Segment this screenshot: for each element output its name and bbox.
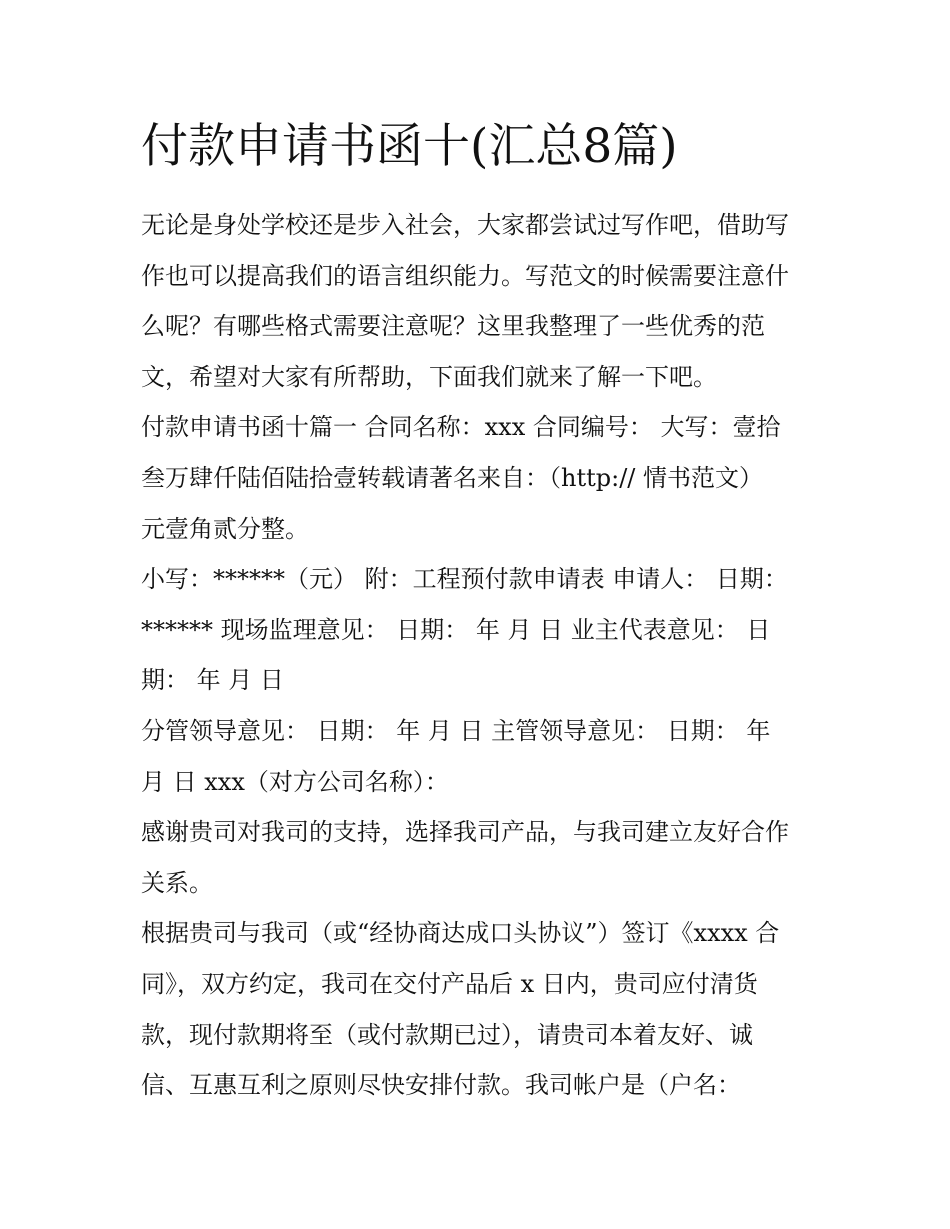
document-title: 付款申请书函十(汇总8篇)	[141, 119, 678, 174]
paragraph-leader-opinions: 分管领导意见： 日期： 年 月 日 主管领导意见： 日期： 年 月 日 xxx（对方公司名称）：	[141, 716, 771, 796]
paragraph-thanks: 感谢贵司对我司的支持，选择我司产品，与我司建立友好合作 关系。	[141, 818, 789, 897]
paragraph-contract-info: 付款申请书函十篇一 合同名称：xxx 合同编号： 大写：壹拾 叁万肆仟陆佰陆拾壹转载请著名来自：（http:// 情书范文） 元壹角贰分整。	[141, 413, 781, 543]
paragraph-payment-request: 根据贵司与我司（或“经协商达成口头协议”）签订《xxxx 合 同》，双方约定，我司在交付产品后 x 日内，贵司应付清货 款，现付款期将至（或付款期已过），请贵司本着友好、诚 信、互惠互利之原则尽快安排付款。我司帐户是（户名：	[141, 919, 780, 1100]
document-body	[141, 112, 821, 1111]
paragraph-intro: 无论是身处学校还是步入社会，大家都尝试过写作吧，借助写 作也可以提高我们的语言组织能力。写范文的时候需要注意什 么呢？有哪些格式需要注意呢？这里我整理了一些优秀的范 文，希望对大家有所帮助，下面我们就来了解一下吧。	[141, 211, 789, 391]
paragraph-amount-opinions: 小写：******（元） 附：工程预付款申请表 申请人： 日期： ****** 现场监理意见： 日期： 年 月 日 业主代表意见： 日 期： 年 月 日	[141, 565, 788, 695]
